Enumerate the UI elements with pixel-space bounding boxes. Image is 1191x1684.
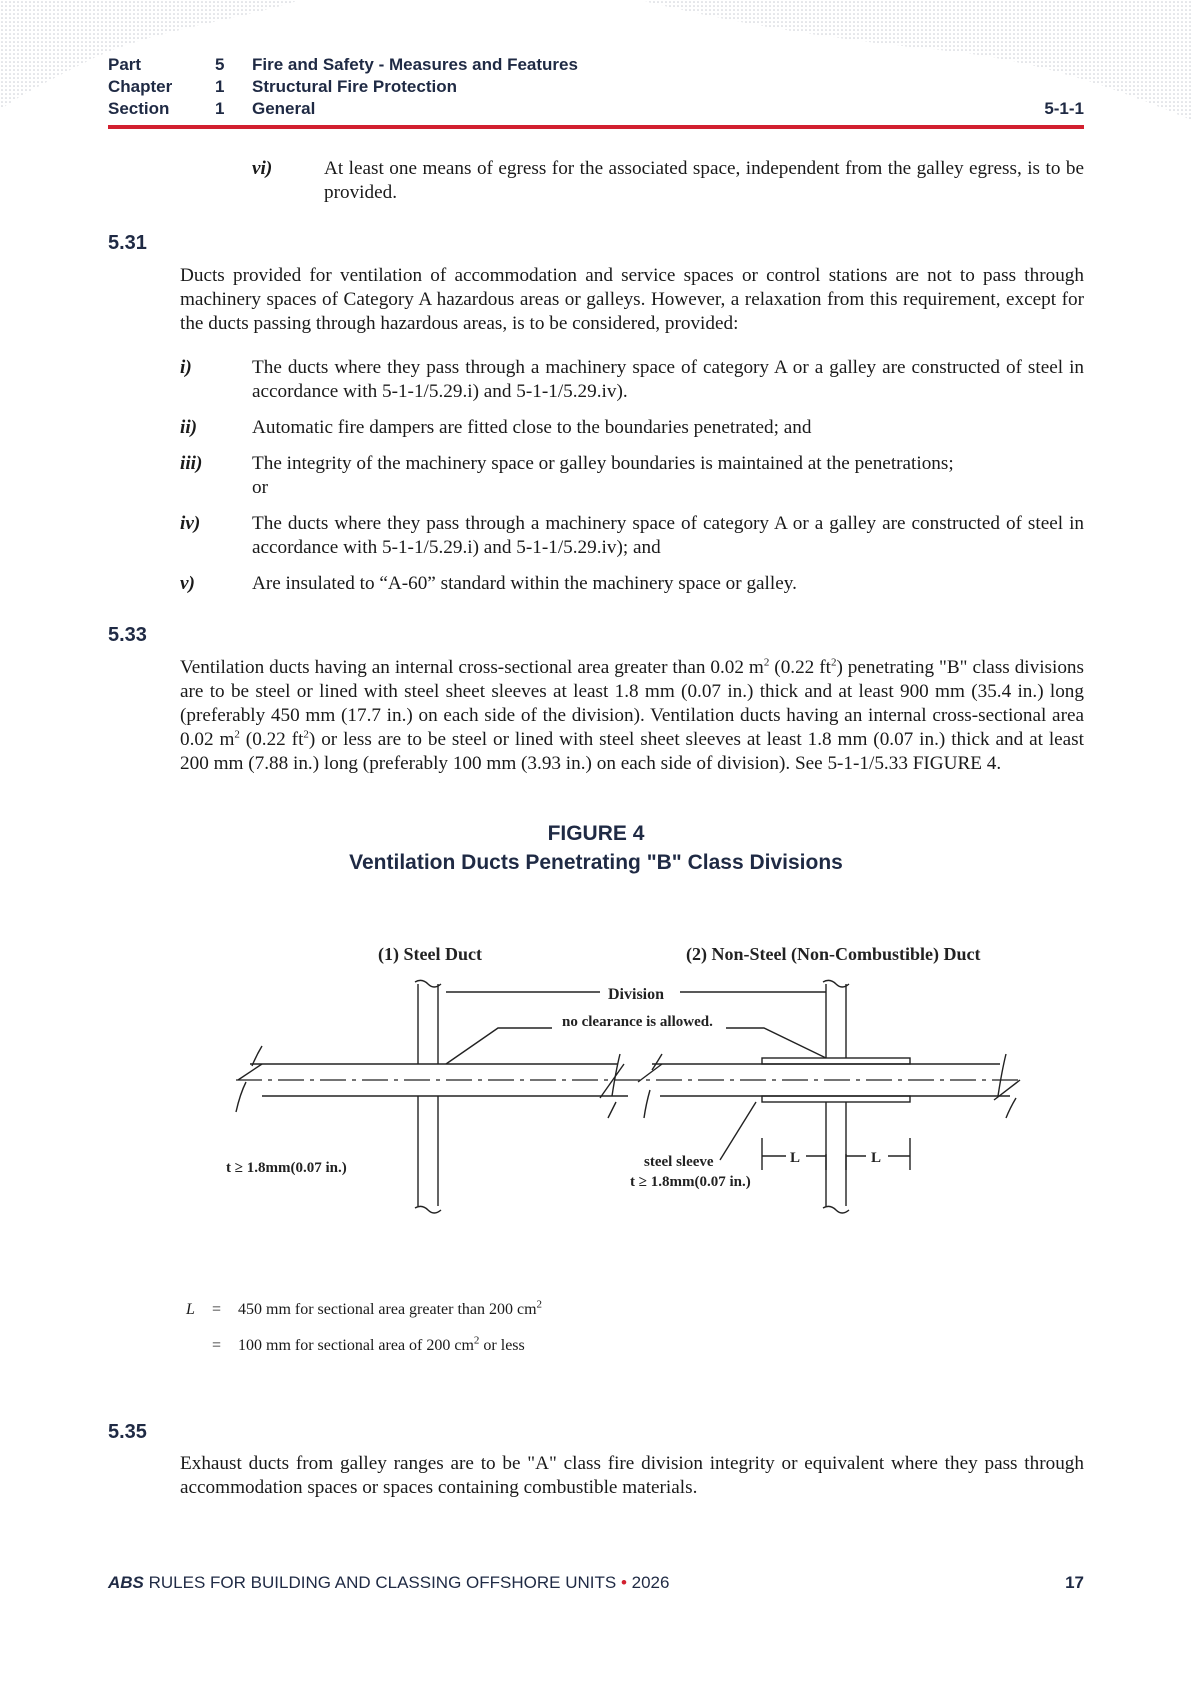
superscript: 2 [536, 1298, 543, 1311]
section-heading-5-33: 5.33 [108, 624, 147, 646]
header-label: Section [108, 99, 170, 118]
legend-equals: = [212, 1337, 222, 1354]
label-non-steel-duct: (2) Non-Steel (Non-Combustible) Duct [686, 944, 981, 964]
item-text: Automatic fire dampers are fitted close to the boundaries penetrated; and [252, 417, 812, 438]
non-steel-duct [638, 1054, 1020, 1118]
steel-duct [236, 1046, 628, 1118]
label-clearance: no clearance is allowed. [562, 1014, 713, 1030]
label-steel-sleeve: steel sleeve [644, 1154, 714, 1170]
length-dimension [762, 1138, 910, 1170]
superscript: 2 [303, 728, 309, 741]
label-steel-duct: (1) Steel Duct [378, 944, 482, 964]
header-title: Structural Fire Protection [252, 77, 457, 96]
page-footer [108, 1573, 1084, 1593]
footer-title: RULES FOR BUILDING AND CLASSING OFFSHORE UNITS [143, 1573, 617, 1592]
label-L-right: L [871, 1150, 882, 1166]
para-part: (0.22 ft [239, 729, 304, 750]
legend-text: 100 mm for sectional area of 200 cm [238, 1337, 474, 1354]
item-text: The ducts where they pass through a machinery space of category A or a galley are constructed of steel in accordance with 5-1-1/5.29.i) and 5-1-1/5.29.iv); and [252, 513, 1084, 558]
header-number: 1 [215, 77, 225, 96]
item-text: Are insulated to “A-60” standard within the machinery space or galley. [252, 573, 797, 594]
item-text: The ducts where they pass through a machinery space of category A or a galley are constructed of steel in accordance with 5-1-1/5.29.i) and 5-1-1/5.29.iv). [252, 357, 1084, 402]
superscript: 2 [473, 1334, 480, 1347]
superscript: 2 [763, 656, 770, 669]
superscript: 2 [234, 728, 240, 741]
item-marker: iv) [180, 513, 201, 534]
legend-text: 450 mm for sectional area greater than 200 cm [238, 1301, 537, 1318]
figure-number: FIGURE 4 [547, 822, 645, 845]
header-number: 1 [215, 99, 225, 118]
header-label: Chapter [108, 77, 173, 96]
para-part: (0.22 ft [769, 657, 831, 678]
item-marker: ii) [180, 417, 198, 438]
header-title: General [252, 99, 316, 118]
item-text-continued: or [252, 477, 268, 498]
legend-text: or less [479, 1337, 525, 1354]
item-marker: iii) [180, 453, 203, 474]
clearance-leader [446, 1028, 552, 1064]
section-5-35-text: Exhaust ducts from galley ranges are to be "A" class fire division integrity or equivalent where they pass through accommodation spaces or spaces containing combustible materials. [180, 1453, 1084, 1498]
footer-year: 2026 [631, 1573, 670, 1592]
item-text: At least one means of egress for the associated space, independent from the galley egress, is to be provided. [324, 158, 1084, 203]
header-title: Fire and Safety - Measures and Features [252, 55, 578, 74]
section-heading-5-31: 5.31 [108, 232, 147, 254]
item-marker: vi) [252, 158, 273, 179]
page-number: 17 [1065, 1573, 1084, 1592]
figure-legend-line-2 [212, 1336, 525, 1356]
figure-title: Ventilation Ducts Penetrating "B" Class Divisions [349, 851, 843, 874]
label-thickness-right: t ≥ 1.8mm(0.07 in.) [630, 1174, 751, 1190]
para-part: ) penetrating "B" class divisions are to be steel or lined with steel sheet sleeves at least 1.8 mm (0.07 in.) thick and at least 900 mm (35.4 in.) long (preferably 450 mm (17.7 in.) on each side of the division). Ventilation ducts having an internal cross-sectional area 0.02 m [180, 657, 1084, 750]
item-text: The integrity of the machinery space or galley boundaries is maintained at the penetrations; [252, 453, 954, 474]
figure-legend-line-1 [186, 1300, 542, 1320]
sleeve-leader [720, 1102, 756, 1160]
legend-symbol: L [186, 1301, 195, 1318]
label-thickness-left: t ≥ 1.8mm(0.07 in.) [226, 1160, 347, 1176]
section-5-31-intro: Ducts provided for ventilation of accommodation and service spaces or control stations are not to pass through machinery spaces of Category A hazardous areas or galleys. However, a relaxation from this requirement, except for the ducts passing through hazardous areas, is to be considered, provided: [180, 265, 1084, 334]
header-number: 5 [215, 55, 225, 74]
label-L-left: L [790, 1150, 801, 1166]
item-marker: i) [180, 357, 192, 378]
superscript: 2 [830, 656, 837, 669]
footer-separator: • [616, 1573, 632, 1592]
label-division: Division [608, 986, 665, 1003]
item-marker: v) [180, 573, 195, 594]
header-label: Part [108, 55, 142, 74]
legend-equals: = [212, 1301, 222, 1318]
footer-brand: ABS [108, 1573, 144, 1592]
para-part: Ventilation ducts having an internal cross-sectional area greater than 0.02 m [180, 657, 764, 678]
para-part: ) or less are to be steel or lined with steel sheet sleeves at least 1.8 mm (0.07 in.) thick and at least 200 mm (7.88 in.) long (preferably 100 mm (3.93 in.) on each side of division). See 5-1-1/5.33 FIGURE 4. [180, 729, 1084, 774]
clearance-leader [726, 1028, 826, 1058]
section-heading-5-35: 5.35 [108, 1421, 147, 1443]
section-reference: 5-1-1 [1044, 99, 1084, 118]
